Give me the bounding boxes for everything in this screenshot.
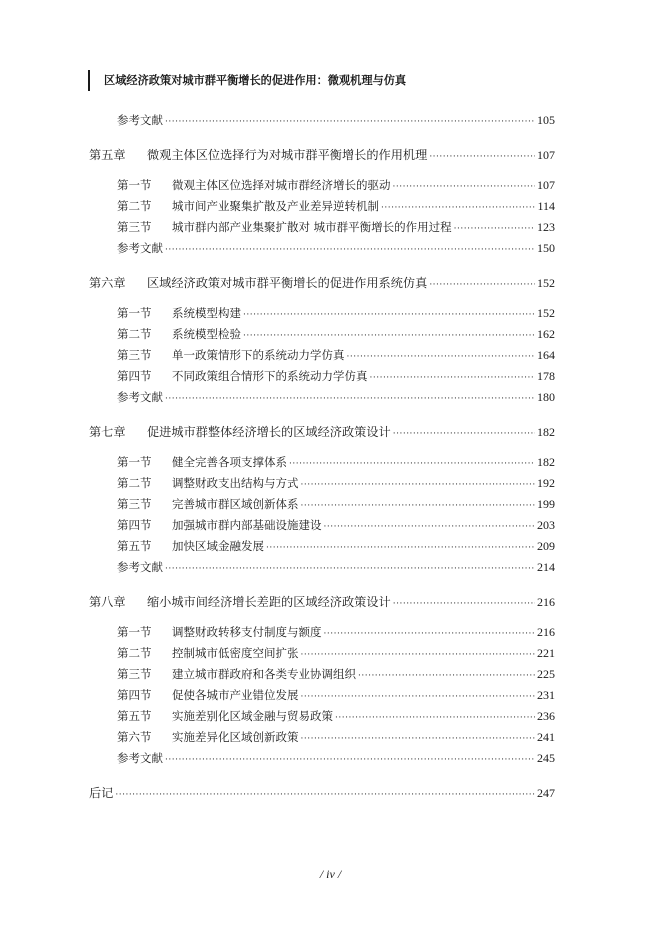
toc-section-row[interactable] xyxy=(117,497,555,512)
toc-section-row[interactable] xyxy=(117,199,555,214)
toc-page-number: 123 xyxy=(537,220,555,234)
toc-entry-title: 参考文献 xyxy=(117,751,163,765)
section-label: 第一节 xyxy=(117,178,152,192)
toc-section-row[interactable] xyxy=(117,625,555,640)
toc-page-number: 180 xyxy=(537,390,555,404)
chapter-title: 缩小城市间经济增长差距的区域经济政策设计 xyxy=(147,595,391,609)
leader-dots xyxy=(289,457,535,472)
toc-reference-row[interactable] xyxy=(117,751,555,766)
toc-section-row[interactable] xyxy=(117,348,555,363)
chapter-label: 第七章 xyxy=(89,425,126,439)
section-label: 第二节 xyxy=(117,199,152,213)
chapter-title: 区域经济政策对城市群平衡增长的促进作用系统仿真 xyxy=(147,276,428,290)
section-title: 实施差异化区域创新政策 xyxy=(172,730,299,744)
toc-page-number: 182 xyxy=(537,425,555,439)
section-title: 加快区域金融发展 xyxy=(172,539,264,553)
toc-page-number: 178 xyxy=(537,369,555,383)
leader-dots xyxy=(301,648,536,663)
chapter-title: 促进城市群整体经济增长的区域经济政策设计 xyxy=(147,425,391,439)
section-label: 第一节 xyxy=(117,306,152,320)
toc-section-row[interactable] xyxy=(117,369,555,384)
toc-page-number: 107 xyxy=(537,178,555,192)
toc-entry-title: 参考文献 xyxy=(117,390,163,404)
toc-section-row[interactable] xyxy=(117,306,555,321)
leader-dots xyxy=(165,392,535,407)
toc-page-number: 192 xyxy=(537,476,555,490)
header-rule xyxy=(88,70,90,91)
toc-chapter-row[interactable] xyxy=(89,425,555,440)
section-label: 第三节 xyxy=(117,667,152,681)
leader-dots xyxy=(381,201,535,216)
leader-dots xyxy=(301,499,536,514)
toc-section-row[interactable] xyxy=(117,518,555,533)
section-label: 第二节 xyxy=(117,476,152,490)
toc-afterword-row[interactable] xyxy=(89,786,555,801)
section-title: 城市间产业聚集扩散及产业差异逆转机制 xyxy=(172,199,379,213)
toc-reference-row[interactable] xyxy=(117,241,555,256)
section-title: 城市群内部产业集聚扩散对 城市群平衡增长的作用过程 xyxy=(172,220,452,234)
chapter-label: 第八章 xyxy=(89,595,126,609)
toc-page-number: 114 xyxy=(537,199,555,213)
toc-section-row[interactable] xyxy=(117,476,555,491)
chapter-title: 微观主体区位选择行为对城市群平衡增长的作用机理 xyxy=(147,148,428,162)
section-title: 单一政策情形下的系统动力学仿真 xyxy=(172,348,345,362)
toc-section-row[interactable] xyxy=(117,730,555,745)
toc-section-row[interactable] xyxy=(117,178,555,193)
section-title: 控制城市低密度空间扩张 xyxy=(172,646,299,660)
leader-dots xyxy=(266,541,535,556)
toc-page-number: 245 xyxy=(537,751,555,765)
leader-dots xyxy=(301,690,536,705)
chapter-label: 第六章 xyxy=(89,276,126,290)
running-header-title: 区域经济政策对城市群平衡增长的促进作用：微观机理与仿真 xyxy=(104,74,407,87)
section-label: 第二节 xyxy=(117,327,152,341)
leader-dots xyxy=(165,753,535,768)
leader-dots xyxy=(324,627,536,642)
toc-reference-row[interactable] xyxy=(117,560,555,575)
toc-chapter-row[interactable] xyxy=(89,595,555,610)
section-label: 第一节 xyxy=(117,455,152,469)
toc-page-number: 150 xyxy=(537,241,555,255)
section-label: 第五节 xyxy=(117,709,152,723)
section-label: 第三节 xyxy=(117,497,152,511)
section-title: 调整财政转移支付制度与额度 xyxy=(172,625,322,639)
leader-dots xyxy=(165,243,535,258)
section-title: 健全完善各项支撑体系 xyxy=(172,455,287,469)
leader-dots xyxy=(335,711,535,726)
toc-page-number: 209 xyxy=(537,539,555,553)
toc-entry-title: 参考文献 xyxy=(117,560,163,574)
toc-entry-title: 参考文献 xyxy=(117,241,163,255)
section-title: 不同政策组合情形下的系统动力学仿真 xyxy=(172,369,368,383)
toc-page-number: 182 xyxy=(537,455,555,469)
section-title: 实施差别化区域金融与贸易政策 xyxy=(172,709,333,723)
leader-dots xyxy=(301,478,536,493)
section-title: 完善城市群区域创新体系 xyxy=(172,497,299,511)
toc-reference-row[interactable] xyxy=(117,113,555,128)
section-title: 系统模型检验 xyxy=(172,327,241,341)
toc-chapter-row[interactable] xyxy=(89,148,555,163)
toc-section-row[interactable] xyxy=(117,220,555,235)
section-label: 第四节 xyxy=(117,369,152,383)
leader-dots xyxy=(429,150,535,165)
leader-dots xyxy=(393,180,536,195)
toc-page-number: 247 xyxy=(537,786,555,800)
toc-section-row[interactable] xyxy=(117,688,555,703)
leader-dots xyxy=(429,278,535,293)
toc-page-number: 152 xyxy=(537,276,555,290)
toc-page-number: 152 xyxy=(537,306,555,320)
section-label: 第四节 xyxy=(117,518,152,532)
leader-dots xyxy=(243,308,535,323)
toc-section-row[interactable] xyxy=(117,667,555,682)
leader-dots xyxy=(370,371,536,386)
leader-dots xyxy=(115,788,535,803)
section-title: 调整财政支出结构与方式 xyxy=(172,476,299,490)
section-title: 微观主体区位选择对城市群经济增长的驱动 xyxy=(172,178,391,192)
leader-dots xyxy=(347,350,536,365)
toc-page-number: 105 xyxy=(537,113,555,127)
leader-dots xyxy=(393,597,535,612)
section-title: 促使各城市产业错位发展 xyxy=(172,688,299,702)
toc-page-number: 231 xyxy=(537,688,555,702)
toc-page-number: 162 xyxy=(537,327,555,341)
toc-page-number: 199 xyxy=(537,497,555,511)
section-title: 建立城市群政府和各类专业协调组织 xyxy=(172,667,356,681)
leader-dots xyxy=(165,115,535,130)
toc-page-number: 203 xyxy=(537,518,555,532)
leader-dots xyxy=(165,562,535,577)
toc-chapter-row[interactable] xyxy=(89,276,555,291)
toc-page-number: 216 xyxy=(537,595,555,609)
section-label: 第五节 xyxy=(117,539,152,553)
leader-dots xyxy=(393,427,535,442)
toc-page-number: 216 xyxy=(537,625,555,639)
toc-section-row[interactable] xyxy=(117,539,555,554)
toc-section-row[interactable] xyxy=(117,709,555,724)
toc-entry-title: 后记 xyxy=(89,786,114,800)
toc-entry-title: 参考文献 xyxy=(117,113,163,127)
section-label: 第一节 xyxy=(117,625,152,639)
toc-section-row[interactable] xyxy=(117,455,555,470)
toc-page-number: 225 xyxy=(537,667,555,681)
section-title: 加强城市群内部基础设施建设 xyxy=(172,518,322,532)
section-label: 第四节 xyxy=(117,688,152,702)
page-number: / iv / xyxy=(319,867,342,881)
chapter-label: 第五章 xyxy=(89,148,126,162)
leader-dots xyxy=(301,732,536,747)
leader-dots xyxy=(243,329,535,344)
toc-page-number: 107 xyxy=(537,148,555,162)
toc-page-number: 164 xyxy=(537,348,555,362)
leader-dots xyxy=(454,222,535,237)
toc-section-row[interactable] xyxy=(117,646,555,661)
section-label: 第三节 xyxy=(117,348,152,362)
section-label: 第六节 xyxy=(117,730,152,744)
toc-page-number: 241 xyxy=(537,730,555,744)
section-label: 第二节 xyxy=(117,646,152,660)
toc-reference-row[interactable] xyxy=(117,390,555,405)
running-header xyxy=(88,70,558,92)
toc-page-number: 236 xyxy=(537,709,555,723)
section-title: 系统模型构建 xyxy=(172,306,241,320)
toc-page-number: 221 xyxy=(537,646,555,660)
leader-dots xyxy=(324,520,536,535)
section-label: 第三节 xyxy=(117,220,152,234)
toc-page-number: 214 xyxy=(537,560,555,574)
toc-section-row[interactable] xyxy=(117,327,555,342)
leader-dots xyxy=(358,669,535,684)
